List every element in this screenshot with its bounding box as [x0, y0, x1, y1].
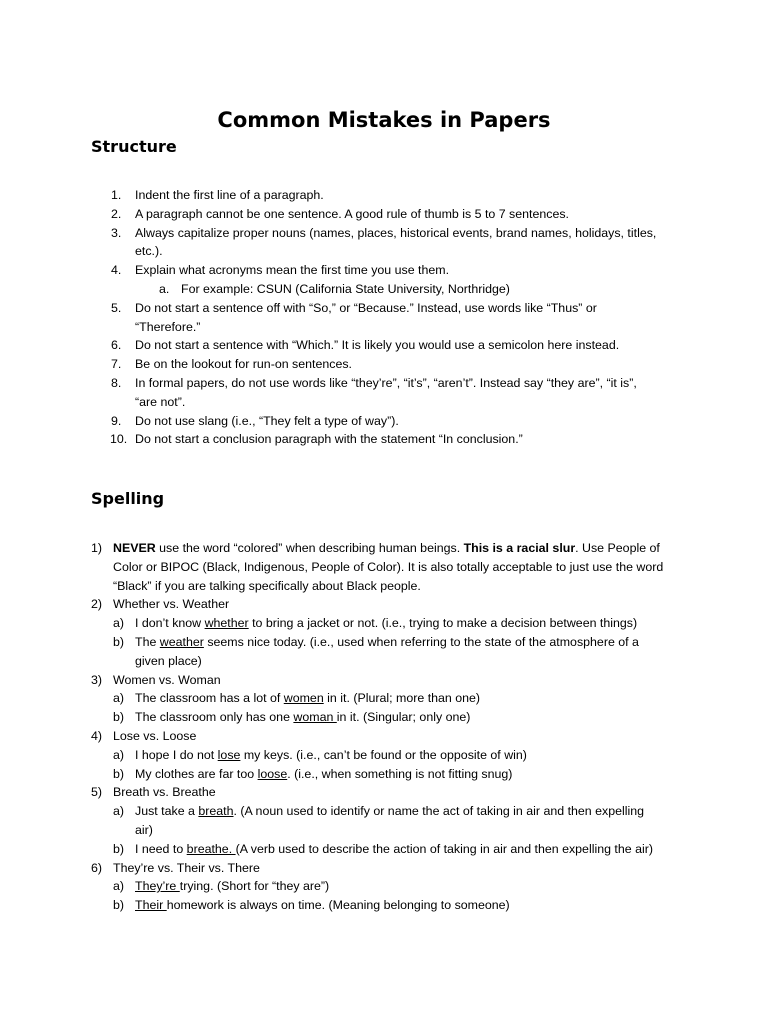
item-number: 9. [111, 413, 122, 428]
subitem-text: . (i.e., when something is not fitting snug) [287, 766, 513, 781]
item-text-continued: etc.). [135, 244, 163, 259]
structure-heading: Structure [91, 137, 177, 156]
subitem-letter: a) [113, 747, 125, 762]
item-text-continued: “Therefore.” [135, 319, 201, 334]
list-subitem [91, 896, 681, 915]
list-subitem [91, 708, 681, 727]
spelling-list [91, 539, 681, 915]
subitem-text: The classroom only has one [135, 710, 294, 725]
item-text: Whether vs. Weather [113, 597, 230, 612]
list-subitem [91, 802, 681, 840]
list-subitem [91, 840, 681, 859]
item-text: Do not start a sentence off with “So,” or “Because.” Instead, use words like “Thus” or [135, 300, 597, 315]
subitem-text: trying. (Short for “they are”) [179, 879, 330, 894]
list-subitem [91, 280, 681, 299]
subitem-letter: a) [113, 879, 125, 894]
underlined-word: woman [293, 710, 337, 725]
list-item [91, 859, 681, 878]
spelling-heading: Spelling [91, 489, 165, 508]
subitem-text: My clothes are far too [135, 766, 258, 781]
list-item [91, 224, 681, 262]
item-text-continued: “Black” if you are talking specifically about Black people. [113, 578, 421, 593]
subitem-text: in it. (Singular; only one) [336, 710, 471, 725]
list-item [91, 783, 681, 802]
list-item [91, 299, 681, 337]
list-item [91, 186, 681, 205]
list-item [91, 355, 681, 374]
list-item [91, 261, 681, 280]
item-text: Women vs. Woman [113, 672, 221, 687]
item-text: In formal papers, do not use words like “they’re”, “it’s”, “aren’t”. Instead say “they are”, “it is”, [135, 375, 637, 390]
subitem-letter: b) [113, 898, 125, 913]
subitem-text: . (A noun used to identify or name the act of taking in air and then expelling [233, 804, 645, 819]
underlined-word: They’re [135, 879, 180, 894]
item-number: 5) [91, 785, 103, 800]
item-text: Breath vs. Breathe [113, 785, 216, 800]
item-text: Explain what acronyms mean the first time you use them. [135, 263, 450, 278]
item-number: 4. [111, 263, 122, 278]
item-text: Do not start a sentence with “Which.” It is likely you would use a semicolon here instead. [135, 338, 620, 353]
subitem-letter: b) [113, 634, 125, 649]
structure-list [91, 186, 681, 449]
item-text: A paragraph cannot be one sentence. A good rule of thumb is 5 to 7 sentences. [135, 206, 569, 221]
subitem-text: I need to [135, 841, 187, 856]
item-text: Do not use slang (i.e., “They felt a type of way”). [135, 413, 399, 428]
item-text: They’re vs. Their vs. There [113, 860, 260, 875]
underlined-word: Their [135, 898, 167, 913]
list-subitem [91, 765, 681, 784]
item-text: Be on the lookout for run-on sentences. [135, 357, 352, 372]
item-number: 6. [111, 338, 122, 353]
item-text-continued: “are not”. [135, 394, 186, 409]
subitem-text: seems nice today. (i.e., used when referring to the state of the atmosphere of a [203, 634, 639, 649]
subitem-text: my keys. (i.e., can’t be found or the opposite of win) [240, 747, 527, 762]
item-number: 10. [110, 432, 128, 447]
item-number: 6) [91, 860, 103, 875]
item-text: Always capitalize proper nouns (names, places, historical events, brand names, holidays, titles, [135, 225, 657, 240]
subitem-text: Just take a [135, 804, 199, 819]
list-item [91, 374, 681, 412]
item-text: Indent the first line of a paragraph. [135, 188, 324, 202]
item-number: 3) [91, 672, 103, 687]
list-item [91, 595, 681, 614]
subitem-letter: b) [113, 841, 125, 856]
underlined-word: whether [204, 616, 249, 631]
underlined-word: weather [159, 634, 204, 649]
list-subitem [91, 877, 681, 896]
list-item [91, 430, 681, 449]
subitem-text: to bring a jacket or not. (i.e., trying to make a decision between things) [248, 616, 638, 631]
subitem-text: The [135, 634, 160, 649]
item-number: 2. [111, 206, 122, 221]
subitem-text: (A verb used to describe the action of taking in air and then expelling the air) [235, 841, 653, 856]
item-number: 5. [111, 300, 122, 315]
item-number: 8. [111, 375, 122, 390]
subitem-text-continued: air) [135, 822, 153, 837]
list-subitem [91, 633, 681, 671]
item-number: 1. [111, 188, 122, 202]
underlined-word: breath [198, 804, 234, 819]
subitem-letter: a. [159, 281, 170, 296]
subitem-letter: a) [113, 616, 125, 631]
list-item [91, 539, 681, 595]
item-number: 2) [91, 597, 103, 612]
item-number: 4) [91, 728, 103, 743]
item-text: Do not start a conclusion paragraph with the statement “In conclusion.” [135, 432, 523, 447]
underlined-word: loose [257, 766, 288, 781]
list-subitem [91, 746, 681, 765]
item-text: use the word “colored” when describing human beings. [155, 541, 464, 555]
subitem-letter: a) [113, 804, 125, 819]
subitem-text: in it. (Plural; more than one) [323, 691, 481, 706]
list-item [91, 336, 681, 355]
list-subitem [91, 689, 681, 708]
subitem-text-continued: given place) [135, 653, 202, 668]
list-item [91, 727, 681, 746]
underlined-word: lose [217, 747, 241, 762]
list-item [91, 671, 681, 690]
subitem-letter: a) [113, 691, 125, 706]
never-emphasis: NEVER [113, 541, 156, 555]
item-text: Lose vs. Loose [113, 728, 197, 743]
list-item [91, 205, 681, 224]
item-text: . Use People of [575, 541, 660, 555]
underlined-word: breathe. [186, 841, 236, 856]
list-item [91, 412, 681, 431]
subitem-letter: b) [113, 710, 125, 725]
subitem-text: I hope I do not [135, 747, 218, 762]
item-number: 1) [91, 541, 103, 555]
list-subitem [91, 614, 681, 633]
item-number: 3. [111, 225, 122, 240]
subitem-letter: b) [113, 766, 125, 781]
document-title: Common Mistakes in Papers [217, 108, 551, 132]
subitem-text: I don’t know [135, 616, 205, 631]
item-text-continued: Color or BIPOC (Black, Indigenous, People of Color). It is also totally acceptable to just use the word [113, 559, 664, 574]
subitem-text: The classroom has a lot of [135, 691, 284, 706]
racial-slur-emphasis: This is a racial slur [463, 541, 576, 555]
subitem-text: homework is always on time. (Meaning belonging to someone) [166, 898, 510, 913]
item-number: 7. [111, 357, 122, 372]
underlined-word: women [283, 691, 324, 706]
subitem-text: For example: CSUN (California State University, Northridge) [181, 281, 510, 296]
